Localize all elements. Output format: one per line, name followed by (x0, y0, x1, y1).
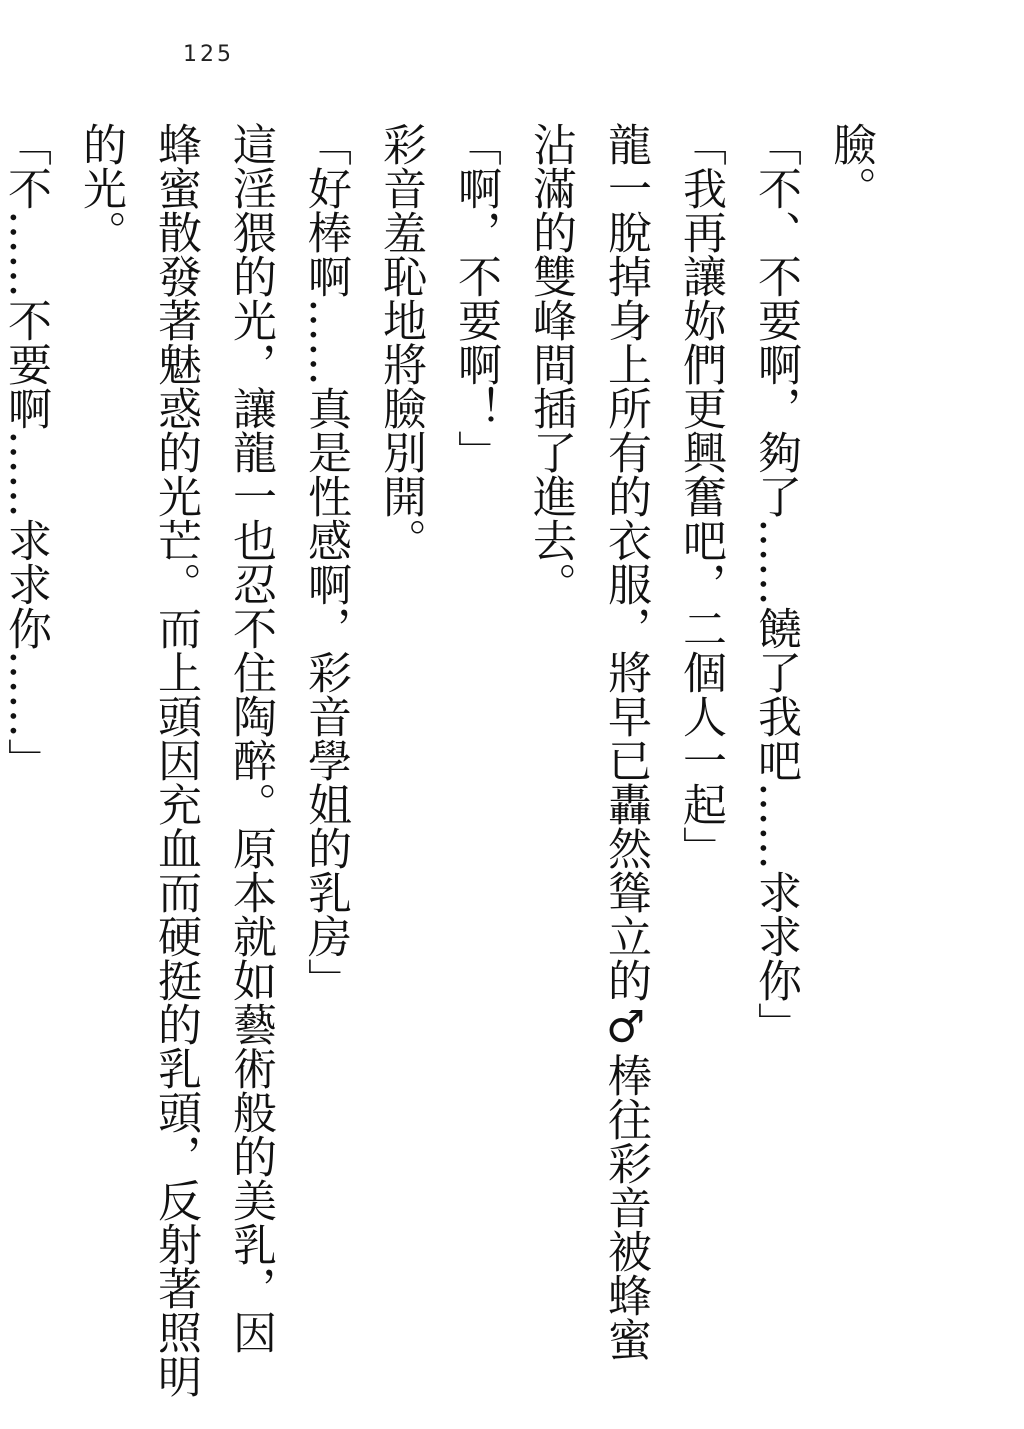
text-line: 彩音羞恥地將臉別開。 (375, 122, 426, 562)
text-line: 「不、不要啊，夠了……饒了我吧……求求你」 (750, 122, 801, 1046)
text-line: 龍一脫掉身上所有的衣服，將早已轟然聳立的♂棒往彩音被蜂蜜 (600, 122, 651, 1361)
text-line: 「我再讓妳們更興奮吧，二個人一起」 (675, 122, 726, 870)
vertical-text-body (0, 122, 888, 1398)
text-line: 沾滿的雙峰間插了進去。 (525, 122, 576, 606)
page-number: 125 (183, 42, 234, 67)
text-line: 「啊，不要啊！」 (450, 122, 501, 474)
text-line: 蜂蜜散發著魅惑的光芒。而上頭因充血而硬挺的乳頭，反射著照明 (150, 122, 201, 1398)
text-line: 臉。 (825, 122, 876, 210)
text-line: 「好棒啊……真是性感啊，彩音學姐的乳房」 (300, 122, 351, 1002)
text-line: 的光。 (75, 122, 126, 254)
text-line: 「不……不要啊……求求你……」 (0, 122, 51, 782)
text-line: 這淫猥的光，讓龍一也忍不住陶醉。原本就如藝術般的美乳，因 (225, 122, 276, 1354)
